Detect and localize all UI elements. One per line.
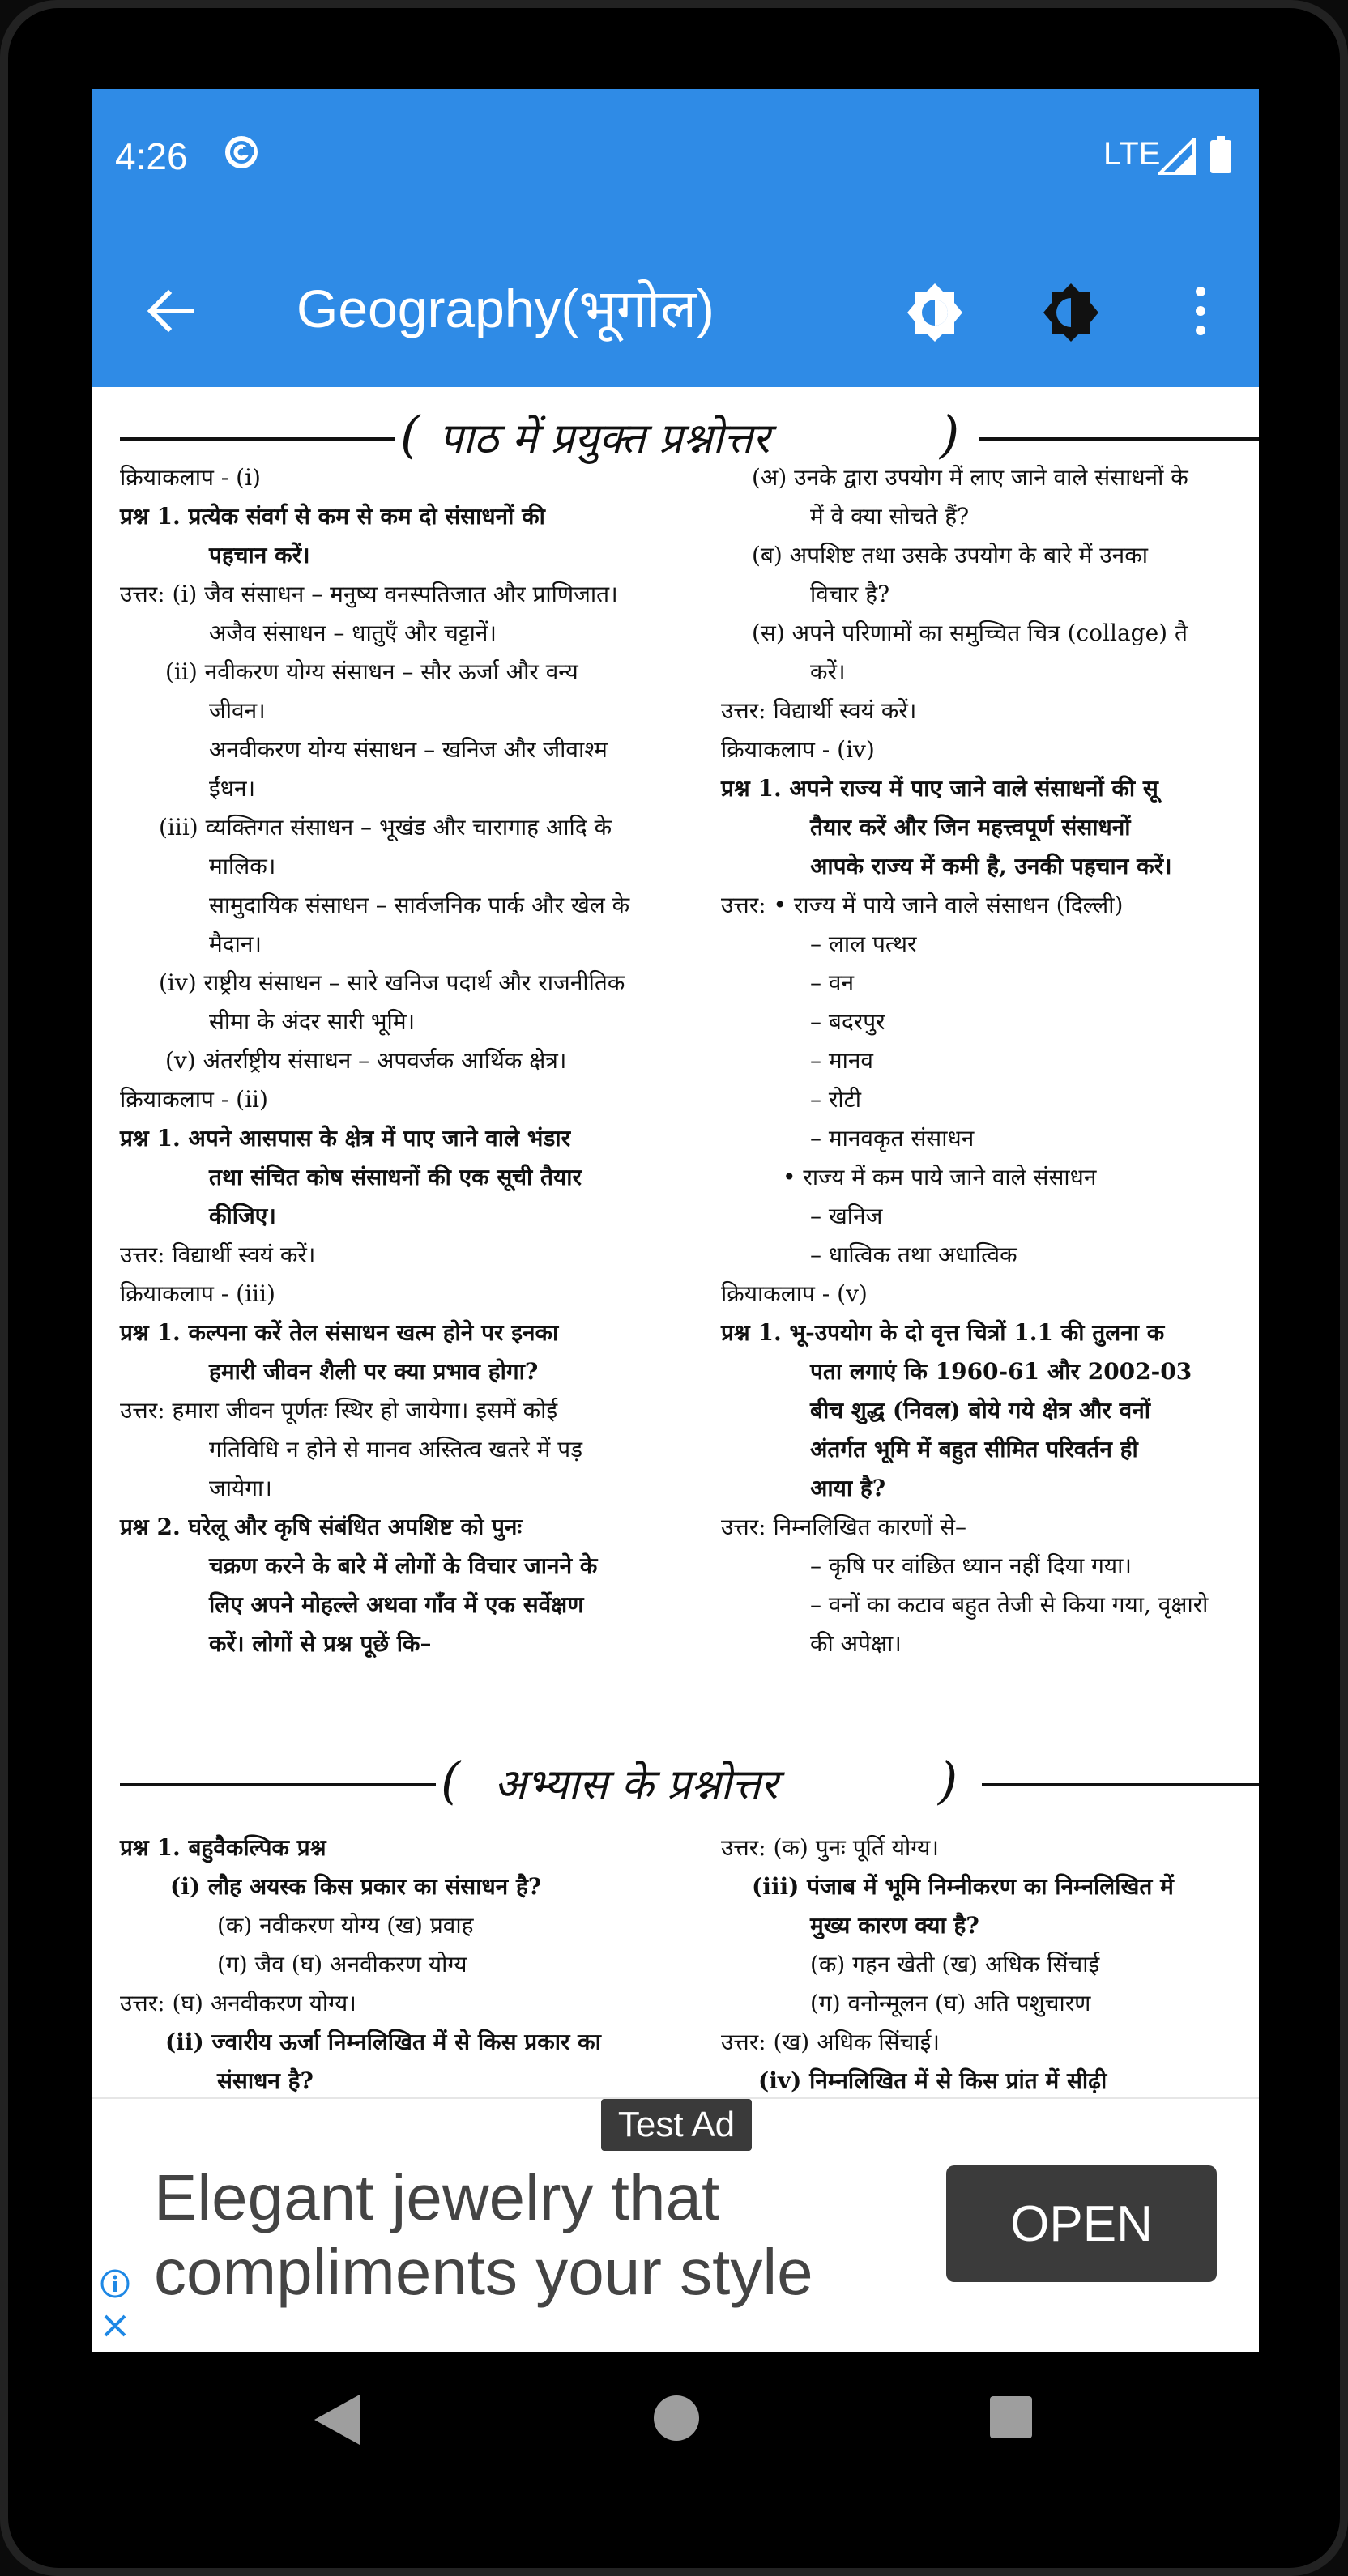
text-line: (ii) ज्वारीय ऊर्जा निम्नलिखित में से किस प्रकार का xyxy=(165,2029,601,2055)
recents-square-icon[interactable] xyxy=(988,2395,1034,2440)
text-line: (iv) राष्ट्रीय संसाधन – सारे खनिज पदार्थ और राजनीतिक xyxy=(159,969,625,996)
text-line: – रोटी xyxy=(810,1086,861,1113)
text-line: – मानवकृत संसाधन xyxy=(810,1125,975,1152)
text-line: प्रश्न 1. भू-उपयोग के दो वृत्त चित्रों 1.1 की तुलना क xyxy=(721,1319,1165,1346)
text-line: संसाधन है? xyxy=(217,2067,314,2094)
text-line: सामुदायिक संसाधन – सार्वजनिक पार्क और खेल के xyxy=(209,892,630,918)
status-time: 4:26 xyxy=(115,135,188,177)
ad-banner[interactable] xyxy=(92,2097,1259,2352)
text-line: चक्रण करने के बारे में लोगों के विचार जानने के xyxy=(209,1552,598,1579)
text-line: • राज्य में कम पाये जाने वाले संसाधन xyxy=(783,1164,1097,1190)
text-line: (ग) जैव (घ) अनवीकरण योग्य xyxy=(217,1951,467,1978)
text-line: उत्तर: हमारा जीवन पूर्णतः स्थिर हो जायेगा। इसमें कोई xyxy=(120,1397,558,1424)
text-line: (v) अंतर्राष्ट्रीय संसाधन – अपवर्जक आर्थिक क्षेत्र। xyxy=(165,1047,567,1074)
status-bar xyxy=(92,89,1259,232)
text-line: – वनों का कटाव बहुत तेजी से किया गया, वृक्षारो xyxy=(810,1591,1209,1618)
text-line: उत्तर: (ख) अधिक सिंचाई। xyxy=(721,2029,940,2055)
text-line: प्रश्न 1. अपने आसपास के क्षेत्र में पाए जाने वाले भंडार xyxy=(120,1125,571,1152)
text-line: विचार है? xyxy=(810,581,890,607)
text-line: क्रियाकलाप - (iv) xyxy=(721,736,875,763)
text-line: तथा संचित कोष संसाधनों की एक सूची तैयार xyxy=(209,1164,582,1190)
text-line: मालिक। xyxy=(209,853,276,879)
text-line: प्रश्न 1. प्रत्येक संवर्ग से कम से कम दो संसाधनों की xyxy=(120,503,545,530)
ad-badge: Test Ad xyxy=(601,2099,752,2151)
banner-title-1: पाठ में प्रयुक्त प्रश्नोत्तर xyxy=(439,415,770,463)
text-line: (iv) निम्नलिखित में से किस प्रांत में सीढ़ी xyxy=(758,2067,1107,2094)
text-line: (ब) अपशिष्ट तथा उसके उपयोग के बारे में उनका xyxy=(752,542,1148,568)
text-line: अनवीकरण योग्य संसाधन – खनिज और जीवाश्म xyxy=(209,736,608,763)
signal-icon xyxy=(1158,138,1196,175)
text-line: (ii) नवीकरण योग्य संसाधन – सौर ऊर्जा और वन्य xyxy=(165,658,578,685)
text-line: अंतर्गत भूमि में बहुत सीमित परिवर्तन ही xyxy=(810,1436,1138,1463)
text-line: (क) नवीकरण योग्य (ख) प्रवाह xyxy=(217,1912,474,1939)
text-line: उत्तर: विद्यार्थी स्वयं करें। xyxy=(721,697,917,724)
text-line: ईंधन। xyxy=(209,775,256,802)
text-line: लिए अपने मोहल्ले अथवा गाँव में एक सर्वेक्षण xyxy=(209,1591,584,1618)
text-line: हमारी जीवन शैली पर क्या प्रभाव होगा? xyxy=(209,1358,539,1385)
section-banner-2: ( अभ्यास के प्रश्नोत्तर ) xyxy=(120,1751,1259,1816)
banner-title-2: अभ्यास के प्रश्नोत्तर xyxy=(494,1761,779,1809)
text-line: – बदरपुर xyxy=(810,1008,885,1035)
home-circle-icon[interactable] xyxy=(651,2393,702,2443)
text-line: प्रश्न 1. अपने राज्य में पाए जाने वाले संसाधनों की सू xyxy=(721,775,1158,802)
text-line: (ग) वनोन्मूलन (घ) अति पशुचारण xyxy=(810,1990,1091,2016)
text-line: प्रश्न 2. घरेलू और कृषि संबंधित अपशिष्ट को पुनः xyxy=(120,1514,523,1540)
text-line: उत्तर: (क) पुनः पूर्ति योग्य। xyxy=(721,1834,939,1861)
text-line: पता लगाएं कि 1960-61 और 2002-03 xyxy=(810,1358,1192,1385)
text-line: करें। लोगों से प्रश्न पूछें कि– xyxy=(209,1630,432,1657)
text-line: पहचान करें। xyxy=(209,542,310,568)
text-line: मुख्य कारण क्या है? xyxy=(810,1912,979,1939)
text-line: प्रश्न 1. बहुवैकल्पिक प्रश्न xyxy=(120,1834,326,1861)
text-line: क्रियाकलाप - (ii) xyxy=(120,1086,268,1113)
network-type: LTE xyxy=(1103,136,1161,172)
text-line: उत्तर: (i) जैव संसाधन – मनुष्य वनस्पतिजात और प्राणिजात। xyxy=(120,581,618,607)
text-line: उत्तर: (घ) अनवीकरण योग्य। xyxy=(120,1990,356,2016)
text-line: उत्तर: • राज्य में पाये जाने वाले संसाधन (दिल्ली) xyxy=(721,892,1124,918)
text-line: क्रियाकलाप - (iii) xyxy=(120,1280,275,1307)
close-icon[interactable] xyxy=(99,2310,131,2342)
text-line: गतिविधि न होने से मानव अस्तित्व खतरे में पड़ xyxy=(209,1436,583,1463)
text-line: करें। xyxy=(810,658,846,685)
device-screen xyxy=(92,89,1259,2352)
text-line: क्रियाकलाप - (i) xyxy=(120,464,261,491)
page-content[interactable] xyxy=(92,387,1259,2097)
text-line: उत्तर: निम्नलिखित कारणों से– xyxy=(721,1514,967,1540)
text-line: कीजिए। xyxy=(209,1203,276,1229)
text-line: – धात्विक तथा अधात्विक xyxy=(810,1241,1017,1268)
ad-text[interactable]: Elegant jewelry that compliments your style xyxy=(154,2161,813,2308)
app-bar xyxy=(92,232,1259,387)
text-line: प्रश्न 1. कल्पना करें तेल संसाधन खत्म होने पर इनका xyxy=(120,1319,559,1346)
text-line: (iii) पंजाब में भूमि निम्नीकरण का निम्नलिखित में xyxy=(752,1873,1174,1900)
contrast-icon[interactable] xyxy=(1039,280,1103,345)
text-line: जीवन। xyxy=(209,697,266,724)
text-line: (i) लौह अयस्क किस प्रकार का संसाधन है? xyxy=(170,1873,542,1900)
app-title: Geography(भूगोल) xyxy=(296,279,715,338)
battery-icon xyxy=(1210,136,1231,173)
text-line: आपके राज्य में कमी है, उनकी पहचान करें। xyxy=(810,853,1172,879)
text-line: आया है? xyxy=(810,1475,886,1501)
text-line: बीच शुद्ध (निवल) बोये गये क्षेत्र और वनों xyxy=(810,1397,1150,1424)
system-nav-bar xyxy=(92,2352,1259,2514)
text-line: उत्तर: विद्यार्थी स्वयं करें। xyxy=(120,1241,316,1268)
section-banner-1: ( पाठ में प्रयुक्त प्रश्नोत्तर ) xyxy=(120,405,1259,470)
ad-open-button[interactable]: OPEN xyxy=(946,2165,1217,2282)
text-line: – खनिज xyxy=(810,1203,883,1229)
text-line: अजैव संसाधन – धातुएँ और चट्टानें। xyxy=(209,620,497,646)
text-line: – लाल पत्थर xyxy=(810,930,917,957)
arrow-back-icon[interactable] xyxy=(141,282,199,340)
text-line: (क) गहन खेती (ख) अधिक सिंचाई xyxy=(810,1951,1100,1978)
text-line: (अ) उनके द्वारा उपयोग में लाए जाने वाले संसाधनों के xyxy=(752,464,1188,491)
text-line: तैयार करें और जिन महत्त्वपूर्ण संसाधनों xyxy=(810,814,1131,841)
text-line: – वन xyxy=(810,969,855,996)
sync-icon xyxy=(222,133,261,172)
brightness-icon[interactable] xyxy=(902,280,967,345)
more-vert-icon[interactable] xyxy=(1186,282,1215,340)
text-line: सीमा के अंदर सारी भूमि। xyxy=(209,1008,416,1035)
text-line: – कृषि पर वांछित ध्यान नहीं दिया गया। xyxy=(810,1552,1132,1579)
text-line: की अपेक्षा। xyxy=(810,1630,902,1657)
back-triangle-icon[interactable] xyxy=(311,2391,363,2448)
text-line: में वे क्या सोचते हैं? xyxy=(810,503,970,530)
text-line: मैदान। xyxy=(209,930,262,957)
text-line: – मानव xyxy=(810,1047,874,1074)
text-line: जायेगा। xyxy=(209,1475,272,1501)
text-line: (iii) व्यक्तिगत संसाधन – भूखंड और चारागाह आदि के xyxy=(159,814,612,841)
info-icon[interactable] xyxy=(99,2267,131,2300)
text-line: क्रियाकलाप - (v) xyxy=(721,1280,868,1307)
text-line: (स) अपने परिणामों का समुच्चित चित्र (collage) तै xyxy=(752,620,1188,646)
